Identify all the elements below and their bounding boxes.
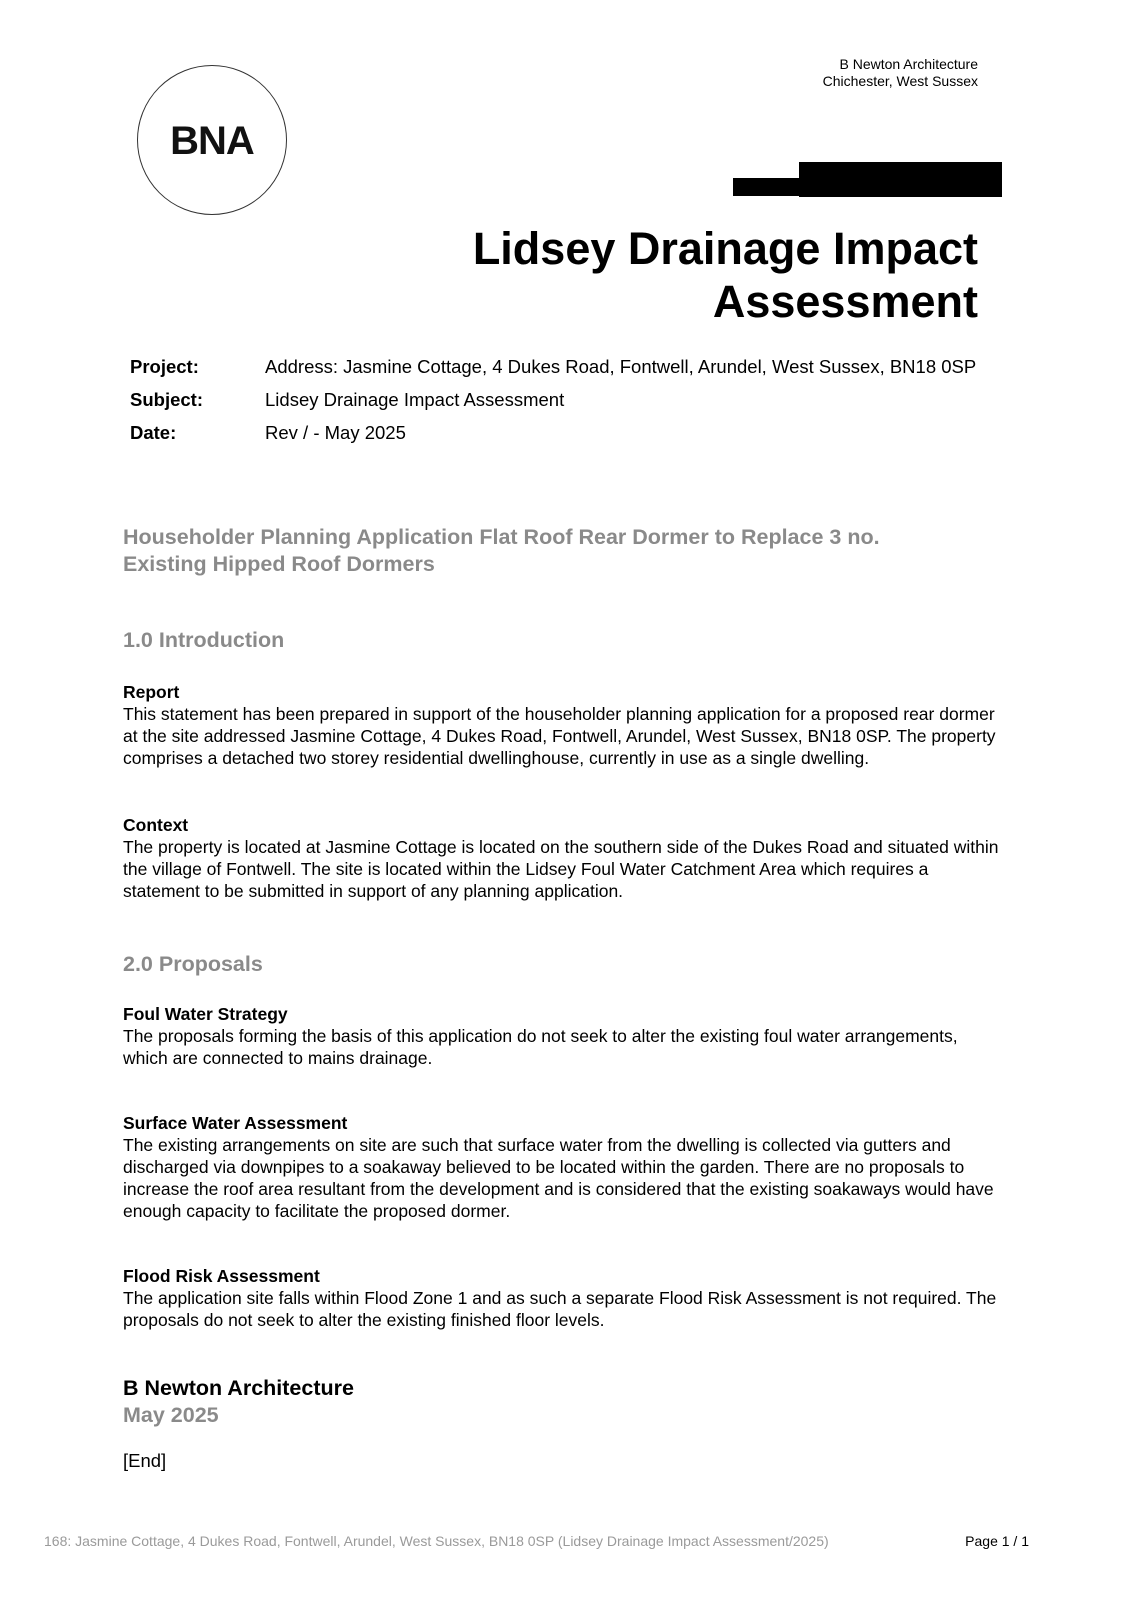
subheading-report: Report: [123, 682, 180, 702]
logo-text: BNA: [170, 120, 254, 160]
paragraph-foul-water: The proposals forming the basis of this application do not seek to alter the existing foul water arrangements, which are connected to mains drainage.: [123, 1026, 958, 1068]
subheading-foul-water: Foul Water Strategy: [123, 1004, 288, 1024]
meta-label: Subject:: [130, 389, 203, 410]
section-heading-introduction: 1.0 Introduction: [123, 628, 285, 652]
document-title: Lidsey Drainage Impact Assessment: [472, 223, 978, 327]
company-logo: [137, 65, 287, 215]
bna-logo-mark: [164, 120, 260, 160]
company-address-block: [823, 56, 978, 90]
subheading-flood-risk: Flood Risk Assessment: [123, 1266, 320, 1286]
application-heading: Householder Planning Application Flat Roof Rear Dormer to Replace 3 no. Existing Hipped Roof Dormers: [123, 525, 880, 576]
paragraph-flood-risk: The application site falls within Flood Zone 1 and as such a separate Flood Risk Assessment is not required. The proposals do not seek to alter the existing finished floor levels.: [123, 1288, 997, 1330]
meta-label: Date:: [130, 422, 177, 443]
redaction-bar: [799, 162, 1002, 197]
paragraph-surface-water: The existing arrangements on site are such that surface water from the dwelling is collected via gutters and discharged via downpipes to a soakaway believed to be located within the garden. There are no proposals to increase the roof area resultant from the development and is considered that the existing soakaways would have enough capacity to facilitate the proposed dormer.: [123, 1135, 994, 1221]
end-marker: [End]: [123, 1450, 167, 1471]
footer-reference: 168: Jasmine Cottage, 4 Dukes Road, Fontwell, Arundel, West Sussex, BN18 0SP (Lidsey Drainage Impact Assessment/2025): [44, 1533, 829, 1549]
meta-value: Address: Jasmine Cottage, 4 Dukes Road, Fontwell, Arundel, West Sussex, BN18 0SP: [265, 356, 977, 377]
paragraph-context: The property is located at Jasmine Cottage is located on the southern side of the Dukes Road and situated within the village of Fontwell. The site is located within the Lidsey Foul Water Catchment Area which requires a statement to be submitted in support of any planning application.: [123, 837, 999, 901]
redaction-bar: [733, 178, 803, 196]
signoff-date: May 2025: [123, 1403, 219, 1427]
meta-value: Rev / - May 2025: [265, 422, 406, 443]
subheading-surface-water: Surface Water Assessment: [123, 1113, 348, 1133]
company-location: Chichester, West Sussex: [822, 73, 978, 89]
subheading-context: Context: [123, 815, 189, 835]
meta-value: Lidsey Drainage Impact Assessment: [265, 389, 565, 410]
paragraph-report: This statement has been prepared in support of the householder planning application for a proposed rear dormer at the site addressed Jasmine Cottage, 4 Dukes Road, Fontwell, Arundel, West Sussex, BN18 0SP. The property comprises a detached two storey residential dwellinghouse, currently in use as a single dwelling.: [123, 704, 996, 768]
signoff-company: B Newton Architecture: [123, 1376, 354, 1400]
meta-label: Project:: [130, 356, 199, 377]
company-name: B Newton Architecture: [839, 56, 978, 72]
footer-page-number: Page 1 / 1: [965, 1533, 1029, 1549]
section-heading-proposals: 2.0 Proposals: [123, 952, 263, 976]
